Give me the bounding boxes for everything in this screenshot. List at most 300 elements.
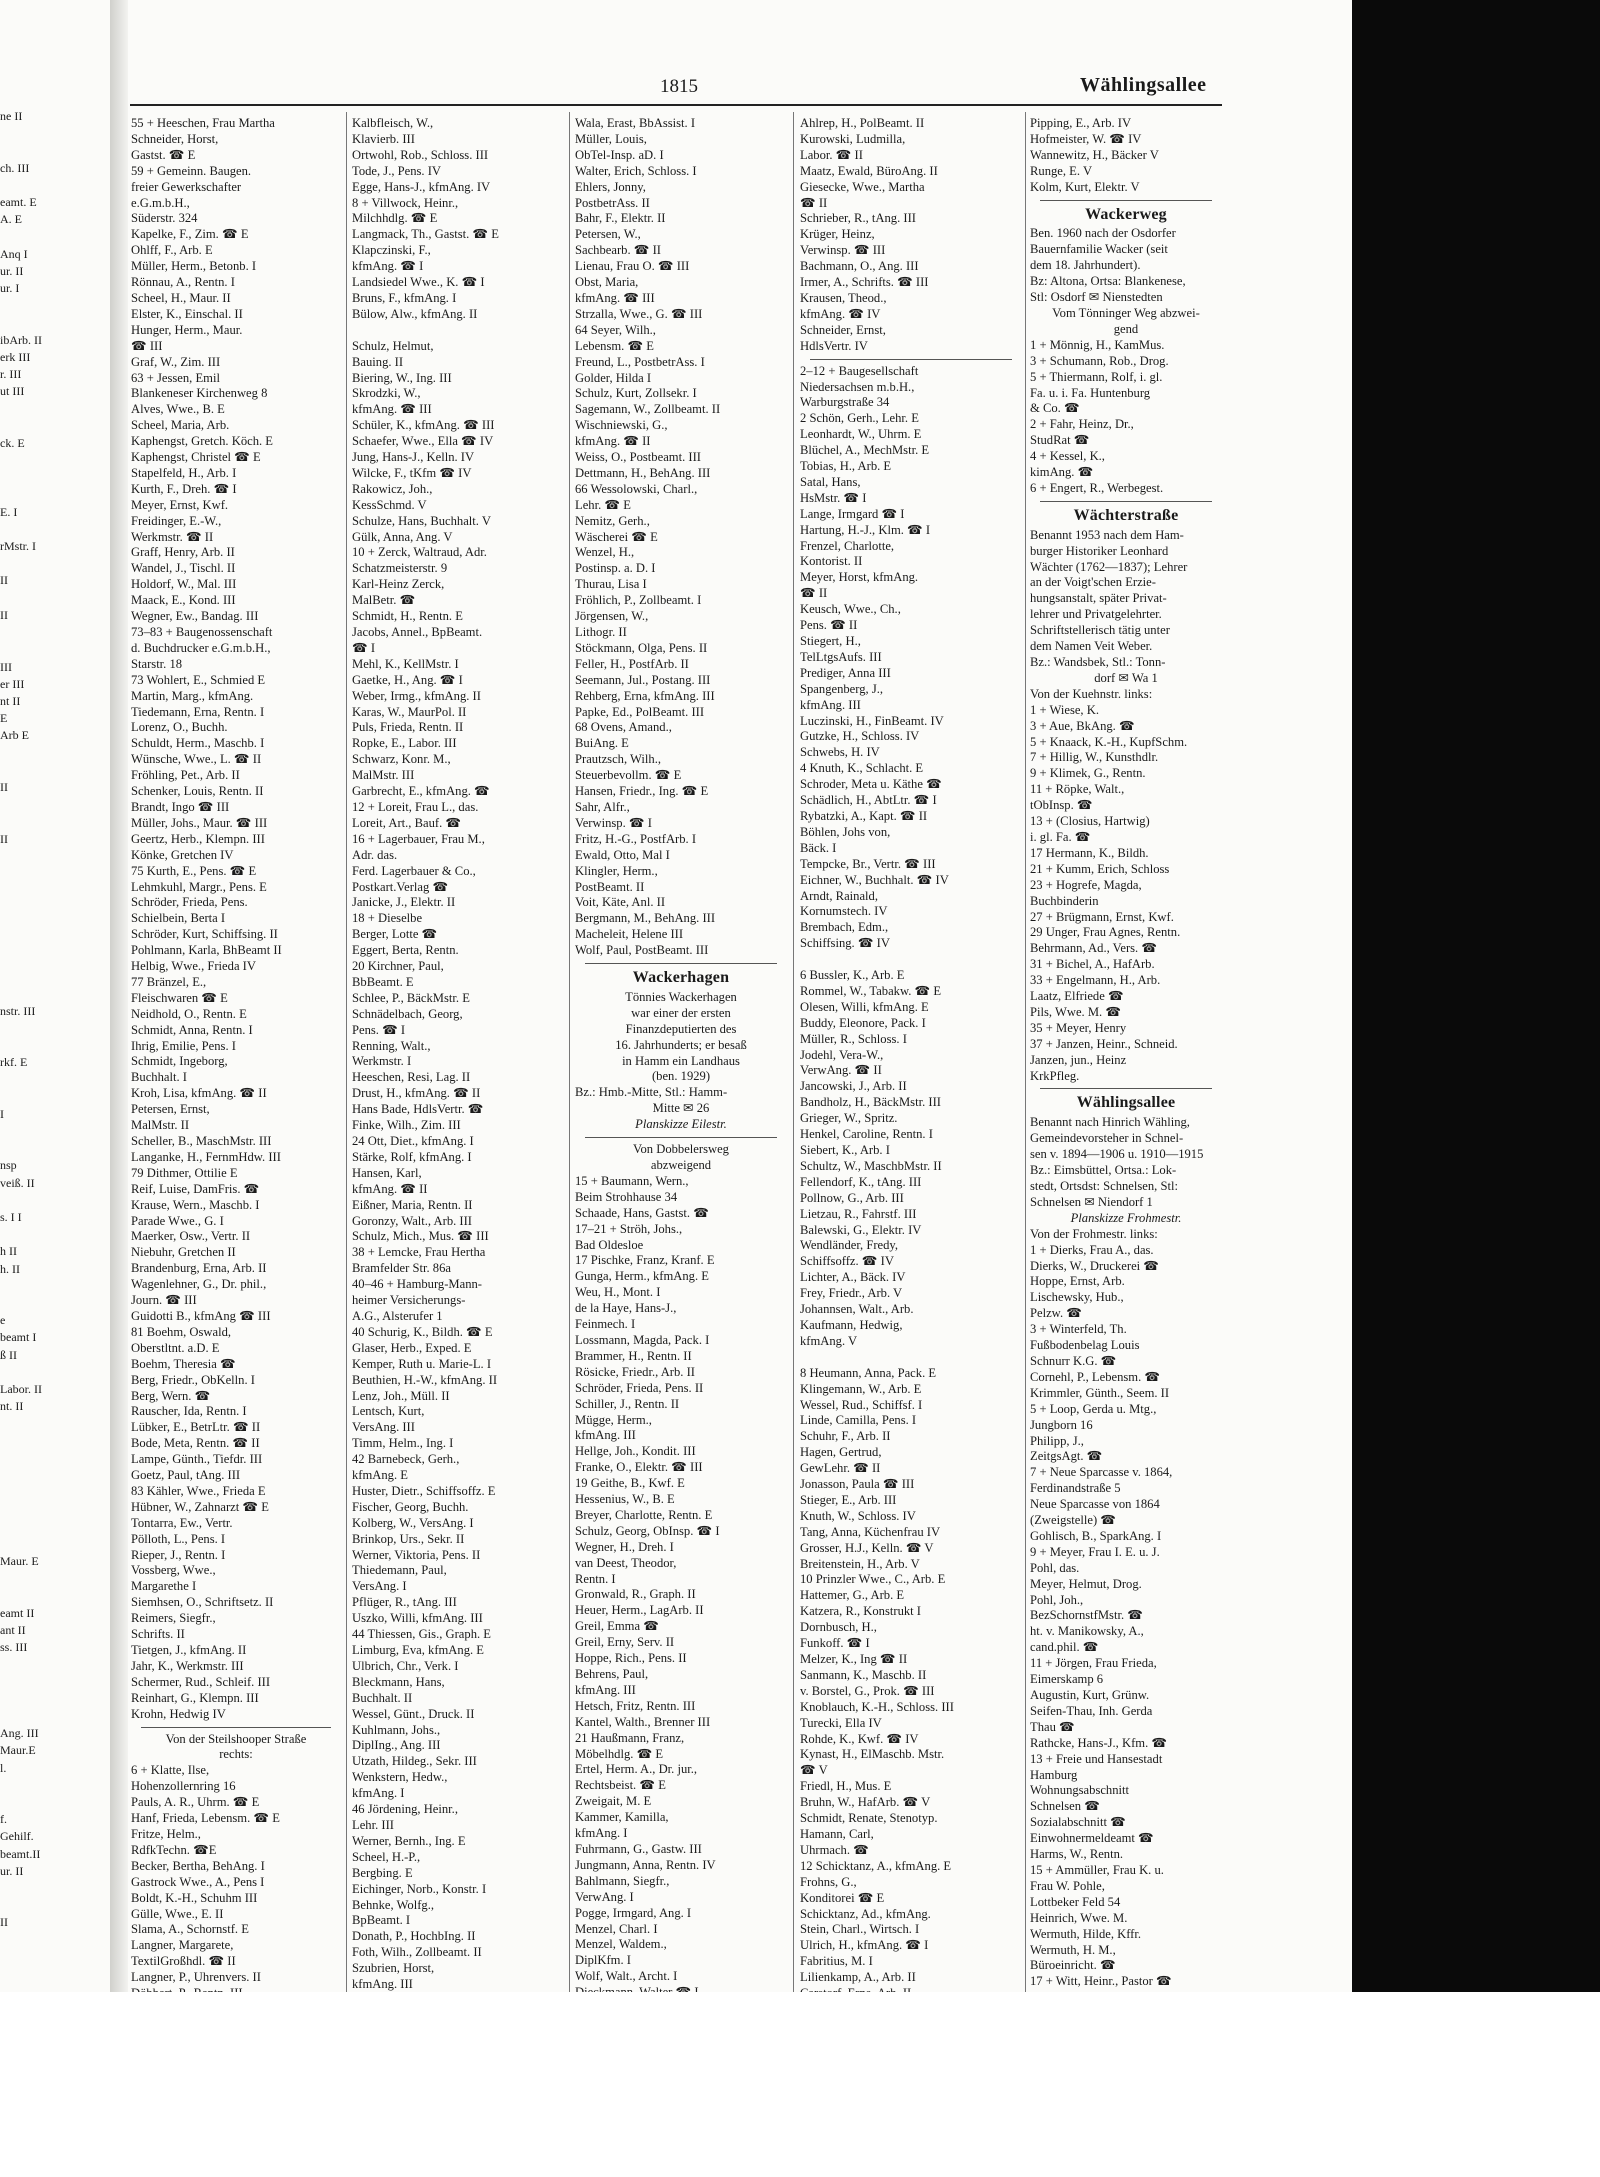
directory-entry: Stl: Osdorf ✉ Nienstedten xyxy=(1030,290,1163,305)
directory-entry: Janicke, J., Elektr. II xyxy=(352,895,456,910)
stub-line: Labor. II xyxy=(0,1382,42,1397)
directory-entry: Warburgstraße 34 xyxy=(800,395,890,410)
directory-entry: Dornbusch, H., xyxy=(800,1620,877,1635)
directory-entry: Bandholz, H., BäckMstr. III xyxy=(800,1095,941,1110)
directory-entry: Rönnau, A., Rentn. I xyxy=(131,275,235,290)
directory-entry: Wegner, H., Dreh. I xyxy=(575,1539,674,1554)
directory-entry: Hellge, Joh., Kondit. III xyxy=(575,1444,696,1459)
directory-entry: Kaufmann, Hedwig, xyxy=(800,1317,903,1332)
directory-entry: Wenzel, H., xyxy=(575,545,635,560)
directory-entry: 5 + Loop, Gerda u. Mtg., xyxy=(1030,1401,1157,1416)
directory-entry: 16. Jahrhunderts; er besaß xyxy=(615,1037,747,1052)
directory-entry: Dettmann, H., BehAng. III xyxy=(575,465,711,480)
directory-entry: Behrens, Paul, xyxy=(575,1667,649,1681)
directory-entry: Von Dobbelersweg xyxy=(633,1142,729,1157)
stub-line xyxy=(0,934,60,951)
directory-entry: 77 Bränzel, E., xyxy=(131,974,207,989)
directory-entry: Spangenberg, J., xyxy=(800,681,884,696)
directory-entry: Luczinski, H., FinBeamt. IV xyxy=(800,713,944,728)
directory-entry: 6 + Klatte, Ilse, xyxy=(131,1763,210,1778)
directory-entry: Meyer, Horst, kfmAng. xyxy=(800,570,919,585)
directory-entry: Bergmann, M., BehAng. III xyxy=(575,911,716,926)
directory-entry: Schmidt, Ingeborg, xyxy=(131,1054,228,1069)
directory-entry: Ehlers, Jonny, xyxy=(575,179,646,194)
directory-entry: VersAng. III xyxy=(352,1420,415,1435)
directory-entry: Scheel, H.-P., xyxy=(352,1849,421,1864)
directory-entry: Grosser, H.J., Kelln. ☎ V xyxy=(800,1540,934,1555)
directory-entry: kfmAng. I xyxy=(352,1786,405,1801)
directory-entry: Melzer, K., Ing ☎ II xyxy=(800,1652,908,1666)
directory-entry: Huster, Dietr., Schiffsoffz. E xyxy=(352,1483,496,1498)
stub-line xyxy=(0,314,60,331)
directory-entry: Harms, W., Rentn. xyxy=(1030,1847,1124,1862)
directory-entry: Keusch, Wwe., Ch., xyxy=(800,602,901,617)
directory-entry: Wohnungsabschnitt xyxy=(1030,1783,1130,1798)
directory-entry: BezSchornstfMstr. ☎ xyxy=(1030,1608,1143,1623)
directory-entry: Strzalla, Wwe., G. ☎ III xyxy=(575,306,703,321)
stub-line: II xyxy=(0,607,8,622)
directory-entry: Menzel, Waldem., xyxy=(575,1937,667,1952)
directory-entry: Kalbfleisch, W., xyxy=(352,116,434,130)
directory-entry: Fabritius, M. I xyxy=(800,1954,873,1969)
directory-entry: Pölloth, L., Pens. I xyxy=(131,1531,226,1546)
directory-entry: kfmAng. ☎ IV xyxy=(800,306,881,321)
stub-line: e xyxy=(0,1313,6,1328)
directory-entry: Kapelke, F., Zim. ☎ E xyxy=(131,227,249,242)
directory-entry: Bz.: Eimsbüttel, Ortsa.: Lok- xyxy=(1030,1163,1177,1178)
directory-entry: Einwohnermeldeamt ☎ xyxy=(1030,1831,1154,1846)
directory-entry: Pauls, A. R., Uhrm. ☎ E xyxy=(131,1795,260,1810)
directory-entry: Schiffsing. ☎ IV xyxy=(800,936,890,951)
stub-line xyxy=(0,882,60,899)
directory-entry: Rommel, W., Tabakw. ☎ E xyxy=(800,983,942,998)
directory-entry: Lampe, Günth., Tiefdr. III xyxy=(131,1452,263,1467)
stub-line: er III xyxy=(0,676,25,691)
directory-entry: Wünsche, Wwe., L. ☎ II xyxy=(131,752,262,767)
directory-entry: 2 + Fahr, Heinz, Dr., xyxy=(1030,417,1134,432)
directory-entry: Hattemer, G., Arb. E xyxy=(800,1588,905,1603)
directory-entry: Wannewitz, H., Bäcker V xyxy=(1030,147,1159,162)
directory-entry: Schroder, Meta u. Käthe ☎ xyxy=(800,777,942,792)
stub-line: Gehilf. xyxy=(0,1829,34,1844)
directory-entry: Schneider, Horst, xyxy=(131,131,219,146)
directory-entry: Graf, W., Zim. III xyxy=(131,354,221,369)
directory-entry: Schmidt, Renate, Stenotyp. xyxy=(800,1811,938,1826)
directory-entry: Turecki, Ella IV xyxy=(800,1715,882,1730)
directory-entry: Ertel, Herm. A., Dr. jur., xyxy=(575,1762,698,1777)
section-rule xyxy=(810,359,1012,360)
directory-entry: 59 + Gemeinn. Baugen. xyxy=(131,163,252,178)
directory-entry: Lentsch, Kurt, xyxy=(352,1404,425,1419)
directory-entry: Blüchel, A., MechMstr. E xyxy=(800,443,930,458)
directory-entry: Ulrich, H., kfmAng. ☎ I xyxy=(800,1938,929,1953)
directory-entry: Geertz, Herb., Klempn. III xyxy=(131,831,265,846)
directory-entry: 11 + Jörgen, Frau Frieda, xyxy=(1030,1656,1157,1671)
directory-entry: Lilienkamp, A., Arb. II xyxy=(800,1970,916,1985)
directory-entry: Adr. das. xyxy=(352,847,398,862)
directory-entry: Bz: Altona, Ortsa: Blankenese, xyxy=(1030,274,1186,289)
directory-entry: 9 + Klimek, G., Rentn. xyxy=(1030,766,1146,781)
directory-entry: Bz.: Hmb.-Mitte, Stl.: Hamm- xyxy=(575,1085,728,1100)
directory-entry: Wala, Erast, BbAssist. I xyxy=(575,116,696,130)
directory-entry: Fritz, H.-G., PostfArb. I xyxy=(575,831,697,846)
directory-entry: Steuerbevollm. ☎ E xyxy=(575,768,682,783)
directory-entry: kfmAng. ☎ II xyxy=(352,1181,428,1196)
stub-line xyxy=(0,1656,60,1673)
stub-line xyxy=(0,1037,60,1054)
directory-entry: Goronzy, Walt., Arb. III xyxy=(352,1213,472,1228)
directory-entry: Maatz, Ewald, BüroAng. II xyxy=(800,163,938,178)
directory-entry: Ewald, Otto, Mal I xyxy=(575,847,670,862)
directory-entry: Jancowski, J., Arb. II xyxy=(800,1079,907,1094)
directory-entry: Skrodzki, W., xyxy=(352,386,421,401)
directory-entry: Böhlen, Johs von, xyxy=(800,824,891,839)
directory-entry: BuiAng. E xyxy=(575,736,629,751)
directory-entry: Pohlmann, Karla, BhBeamt II xyxy=(131,943,282,958)
directory-entry: Von der Kuehnstr. links: xyxy=(1030,686,1153,701)
directory-entry: Lenz, Joh., Müll. II xyxy=(352,1388,450,1403)
stub-line xyxy=(0,1140,60,1157)
stub-line: ur. II xyxy=(0,1863,24,1878)
directory-entry: DiplKfm. I xyxy=(575,1953,631,1968)
directory-entry: Gülk, Anna, Ang. V xyxy=(352,529,453,544)
directory-entry: Knuth, W., Schloss. IV xyxy=(800,1508,916,1523)
directory-entry: Langner, P., Uhrenvers. II xyxy=(131,1970,261,1985)
stub-line: r. III xyxy=(0,367,22,382)
directory-entry: MalBetr. ☎ xyxy=(352,593,416,608)
directory-entry: 12 Schicktanz, A., kfmAng. E xyxy=(800,1858,952,1873)
directory-entry: Thurau, Lisa I xyxy=(575,577,647,592)
directory-entry: Wagenlehner, G., Dr. phil., xyxy=(131,1277,267,1292)
directory-entry: Kammer, Kamilla, xyxy=(575,1810,669,1825)
directory-entry: Foth, Wilh., Zollbeamt. II xyxy=(352,1945,482,1960)
directory-entry: Golder, Hilda I xyxy=(575,370,652,385)
directory-entry: TelLtgsAufs. III xyxy=(800,649,882,664)
directory-entry: Bz.: Wandsbek, Stl.: Tonn- xyxy=(1030,655,1166,669)
directory-entry: 3 + Schumann, Rob., Drog. xyxy=(1030,353,1169,368)
directory-entry: Blankeneser Kirchenweg 8 xyxy=(131,386,268,401)
directory-entry: Loreit, Art., Bauf. ☎ xyxy=(352,815,462,830)
directory-entry: 24 Ott, Diet., kfmAng. I xyxy=(352,1134,474,1148)
directory-entry: 18 + Dieselbe xyxy=(352,911,423,926)
directory-entry: cand.phil. ☎ xyxy=(1030,1640,1099,1655)
directory-entry: Heuer, Herm., LagArb. II xyxy=(575,1603,704,1618)
directory-entry: Heinrich, Wwe. M. xyxy=(1030,1910,1128,1925)
directory-entry: kfmAng. ☎ III xyxy=(352,402,432,417)
directory-entry: an der Voigt'schen Erzie- xyxy=(1030,575,1156,590)
directory-entry: Tönnies Wackerhagen xyxy=(625,989,737,1004)
directory-entry: kfmAng. III xyxy=(800,697,861,712)
directory-entry: kfmAng. III xyxy=(575,1682,636,1697)
directory-entry: freier Gewerkschafter xyxy=(131,179,242,194)
directory-entry: Parade Wwe., G. I xyxy=(131,1213,224,1228)
directory-entry: 6 Bussler, K., Arb. E xyxy=(800,968,905,983)
directory-entry: Tode, J., Pens. IV xyxy=(352,163,442,178)
directory-entry: 21 + Kumm, Erich, Schloss xyxy=(1030,861,1170,876)
directory-entry: 35 + Meyer, Henry xyxy=(1030,1020,1127,1035)
directory-entry: Drust, H., kfmAng. ☎ II xyxy=(352,1086,481,1101)
directory-entry: Fleischwaren ☎ E xyxy=(131,990,228,1005)
stub-line: Ang. III xyxy=(0,1726,39,1741)
directory-entry: Siemhsen, O., Schriftsetz. II xyxy=(131,1595,274,1610)
directory-entry: Bäck. I xyxy=(800,840,837,855)
directory-entry: Rentn. I xyxy=(575,1571,616,1586)
directory-entry: Elster, K., Einschal. II xyxy=(131,306,243,321)
directory-entry: 42 Barnebeck, Gerh., xyxy=(352,1452,460,1467)
stub-line: ur. I xyxy=(0,281,20,296)
stub-line xyxy=(0,1587,60,1604)
directory-entry: Rybatzki, A., Kapt. ☎ II xyxy=(800,808,928,823)
directory-entry: Kantel, Walth., Brenner III xyxy=(575,1714,711,1729)
directory-entry: Ferd. Lagerbauer & Co., xyxy=(352,863,476,878)
directory-entry: kfmAng. ☎ III xyxy=(575,290,655,305)
directory-entry: Bauing. II xyxy=(352,354,404,369)
directory-entry: Lange, Irmgard ☎ I xyxy=(800,506,905,521)
directory-entry: Feller, H., PostfArb. II xyxy=(575,656,689,671)
directory-entry: Olesen, Willi, kfmAng. E xyxy=(800,999,929,1014)
directory-entry: Lossmann, Magda, Pack. I xyxy=(575,1332,710,1347)
directory-entry: Stein, Charl., Wirtsch. I xyxy=(800,1922,920,1937)
stub-line: nt II xyxy=(0,693,21,708)
stub-line: ss. III xyxy=(0,1640,28,1655)
directory-entry: Lehr. ☎ E xyxy=(575,497,631,512)
stub-line xyxy=(0,762,60,779)
directory-entry: Stiegert, H., xyxy=(800,634,861,648)
directory-entry: Berg, Friedr., ObKelln. I xyxy=(131,1372,255,1387)
directory-entry: Niedersachsen m.b.H., xyxy=(800,379,915,394)
directory-entry: Pflüger, R., tAng. III xyxy=(352,1595,457,1610)
directory-entry: Gemeindevorsteher in Schnel- xyxy=(1030,1131,1184,1146)
directory-entry: Laatz, Elfriede ☎ xyxy=(1030,989,1124,1004)
directory-entry: Niebuhr, Gretchen II xyxy=(131,1245,236,1260)
directory-entry: Augustin, Kurt, Grünw. xyxy=(1030,1688,1150,1702)
stub-line: l. xyxy=(0,1760,7,1775)
directory-entry: Lienau, Frau O. ☎ III xyxy=(575,259,690,274)
directory-entry: Rieper, J., Rentn. I xyxy=(131,1547,226,1562)
directory-entry: Wolf, Walt., Archt. I xyxy=(575,1969,678,1984)
stub-line xyxy=(0,968,60,985)
stub-line: eamt. E xyxy=(0,195,37,210)
directory-entry: Henkel, Caroline, Rentn. I xyxy=(800,1127,933,1142)
directory-entry: 1 + Dierks, Frau A., das. xyxy=(1030,1242,1154,1257)
directory-entry: 9 + Meyer, Frau I. E. u. J. xyxy=(1030,1544,1160,1559)
directory-entry: Weber, Irmg., kfmAng. II xyxy=(352,688,481,703)
directory-entry: Gronwald, R., Graph. II xyxy=(575,1587,696,1602)
directory-entry: Bruhn, W., HafArb. ☎ V xyxy=(800,1795,931,1810)
directory-entry: Klingler, Herm., xyxy=(575,863,658,878)
stub-line xyxy=(0,1777,60,1794)
stub-line xyxy=(0,951,60,968)
directory-entry: Bülow, Alw., kfmAng. II xyxy=(352,306,478,321)
stub-line: nt. II xyxy=(0,1399,24,1414)
directory-entry: Krausen, Theod., xyxy=(800,290,887,305)
directory-entry: Pogge, Irmgard, Ang. I xyxy=(575,1905,692,1920)
stub-line xyxy=(0,641,60,658)
directory-entry: Egge, Hans-J., kfmAng. IV xyxy=(352,179,491,194)
directory-entry: Kolm, Kurt, Elektr. V xyxy=(1030,179,1140,194)
directory-entry: Schermer, Rud., Schleif. III xyxy=(131,1674,271,1689)
directory-entry: Rehberg, Erna, kfmAng. III xyxy=(575,688,715,703)
directory-column-2 xyxy=(352,116,565,2120)
directory-entry: Fröhling, Pet., Arb. II xyxy=(131,768,240,783)
stub-line xyxy=(0,1123,60,1140)
directory-entry: Vom Tönninger Weg abzwei- xyxy=(1052,305,1200,320)
directory-column-3 xyxy=(575,116,787,2065)
directory-entry: 17 Hermann, K., Bildh. xyxy=(1030,845,1149,860)
stub-line: f. xyxy=(0,1812,7,1827)
directory-entry: BpBeamt. I xyxy=(352,1913,411,1928)
directory-entry: 6 + Engert, R., Werbegest. xyxy=(1030,480,1164,495)
directory-entry: ht. v. Manikowsky, A., xyxy=(1030,1624,1144,1639)
directory-entry: Guidotti B., kfmAng ☎ III xyxy=(131,1308,271,1323)
directory-entry: Tobias, H., Arb. E xyxy=(800,459,892,474)
directory-entry: Schulz, Georg, ObInsp. ☎ I xyxy=(575,1523,720,1538)
stub-line: E xyxy=(0,711,8,726)
stub-line: veiß. II xyxy=(0,1175,35,1190)
directory-entry: Ferdinandstraße 5 xyxy=(1030,1481,1121,1496)
directory-entry: KrkPfleg. xyxy=(1030,1068,1080,1083)
directory-entry: Schnurr K.G. ☎ xyxy=(1030,1353,1117,1368)
directory-entry: Greil, Erny, Serv. II xyxy=(575,1635,675,1650)
directory-entry: 64 Seyer, Wilh., xyxy=(575,322,656,337)
directory-entry: Postinsp. a. D. I xyxy=(575,561,656,576)
previous-page-stub xyxy=(0,108,60,1932)
directory-entry: e.G.m.b.H., xyxy=(131,195,190,210)
stub-line xyxy=(0,813,60,830)
directory-entry: Klingemann, W., Arb. E xyxy=(800,1381,922,1396)
directory-entry: Von der Steilshooper Straße xyxy=(165,1731,307,1746)
directory-entry: Friedl, H., Mus. E xyxy=(800,1779,892,1794)
directory-entry: Karas, W., MaurPol. II xyxy=(352,704,467,719)
directory-entry: Schüler, K., kfmAng. ☎ III xyxy=(352,418,495,433)
stub-line: rMstr. I xyxy=(0,539,36,554)
directory-entry: Donath, P., HochbIng. II xyxy=(352,1929,476,1944)
directory-entry: PostbetrAss. II xyxy=(575,195,650,210)
directory-entry: Scheel, H., Maur. II xyxy=(131,290,231,305)
directory-entry: Philipp, J., xyxy=(1030,1433,1084,1448)
directory-entry: Hans Bade, HdlsVertr. ☎ xyxy=(352,1102,484,1117)
directory-entry: Rösicke, Friedr., Arb. II xyxy=(575,1364,695,1379)
directory-entry: Uszko, Willi, kfmAng. III xyxy=(352,1611,483,1626)
directory-entry: Werkmstr. I xyxy=(352,1054,412,1069)
directory-entry: Vossberg, Wwe., xyxy=(131,1563,216,1578)
directory-entry: Kurth, F., Dreh. ☎ I xyxy=(131,481,237,496)
directory-entry: Lehmkuhl, Margr., Pens. E xyxy=(131,879,267,894)
stub-line xyxy=(0,125,60,142)
directory-entry: PostBeamt. II xyxy=(575,879,645,894)
directory-entry: 2 Schön, Gerh., Lehr. E xyxy=(800,411,919,426)
stub-line xyxy=(0,1519,60,1536)
directory-entry: Biering, W., Ing. III xyxy=(352,370,452,385)
stub-line xyxy=(0,521,60,538)
directory-entry: Müller, Louis, xyxy=(575,131,647,146)
stub-line: erk III xyxy=(0,349,31,364)
directory-entry: Lottbeker Feld 54 xyxy=(1030,1894,1121,1909)
directory-entry: Reimers, Siegfr., xyxy=(131,1611,216,1626)
directory-entry: Schnelsen ✉ Niendorf 1 xyxy=(1030,1194,1153,1209)
directory-entry: kfmAng. III xyxy=(352,1977,413,1992)
directory-entry: 40–46 + Hamburg-Mann- xyxy=(352,1277,482,1292)
directory-entry: 3 + Aue, BkAng. ☎ xyxy=(1030,718,1135,733)
directory-entry: 13 + (Closius, Hartwig) xyxy=(1030,814,1150,829)
stub-line xyxy=(0,848,60,865)
directory-entry: Schröder, Kurt, Schiffsing. II xyxy=(131,927,278,942)
directory-entry: Krimmler, Günth., Seem. II xyxy=(1030,1385,1170,1400)
directory-entry: Zweigait, M. E xyxy=(575,1794,652,1809)
directory-entry: Kurowski, Ludmilla, xyxy=(800,131,906,146)
directory-entry: Rakowicz, Joh., xyxy=(352,481,433,496)
directory-entry: Eichner, W., Buchhalt. ☎ IV xyxy=(800,872,949,887)
directory-entry: kimAng. ☎ xyxy=(1030,465,1094,480)
directory-entry: Papke, Ed., PolBeamt. III xyxy=(575,704,705,719)
stub-line xyxy=(0,1691,60,1708)
directory-entry: Fritze, Helm., xyxy=(131,1826,201,1841)
directory-entry: Walter, Erich, Schloss. I xyxy=(575,163,697,178)
directory-entry: TextilGroßhdl. ☎ II xyxy=(131,1954,236,1969)
directory-column-1 xyxy=(131,116,341,2050)
stub-line: nsp xyxy=(0,1158,17,1173)
directory-entry: 12 + Loreit, Frau L., das. xyxy=(352,799,479,814)
directory-entry: 17–21 + Ströh, Johs., xyxy=(575,1221,683,1236)
directory-entry: Katzera, R., Konstrukt I xyxy=(800,1604,922,1619)
directory-entry: Süderstr. 324 xyxy=(131,211,198,226)
stub-line: A. E xyxy=(0,212,22,227)
directory-entry: Schatzmeisterstr. 9 xyxy=(352,561,448,576)
directory-entry: HsMstr. ☎ I xyxy=(800,490,867,505)
directory-entry: Fußbodenbelag Louis xyxy=(1030,1338,1140,1353)
directory-entry: Tontarra, Ew., Vertr. xyxy=(131,1515,233,1530)
directory-entry: 75 Kurth, E., Pens. ☎ E xyxy=(131,863,257,878)
stub-line xyxy=(0,1415,60,1432)
directory-entry: Satal, Hans, xyxy=(800,474,861,489)
stub-line xyxy=(0,985,60,1002)
directory-entry: StudRat ☎ xyxy=(1030,433,1090,448)
street-heading: Wählingsallee xyxy=(1076,1094,1176,1112)
section-rule xyxy=(1040,1088,1212,1089)
directory-entry: stedt, Ortsdst: Schnelsen, Stl: xyxy=(1030,1179,1178,1193)
stub-line: II xyxy=(0,573,8,588)
directory-entry: Ahlrep, H., PolBeamt. II xyxy=(800,116,925,130)
directory-entry: Holdorf, W., Mal. III xyxy=(131,577,237,592)
directory-entry: Graff, Henry, Arb. II xyxy=(131,545,235,560)
directory-entry: Schlee, P., BäckMstr. E xyxy=(352,990,470,1005)
directory-entry: Szubrien, Horst, xyxy=(352,1961,435,1976)
directory-entry: Tiedemann, Erna, Rentn. I xyxy=(131,704,265,719)
directory-entry: Uhrmach. ☎ xyxy=(800,1842,869,1857)
directory-entry: Pils, Wwe. M. ☎ xyxy=(1030,1004,1122,1019)
directory-entry xyxy=(352,323,565,339)
stub-line xyxy=(0,1897,60,1914)
directory-entry: Mehl, K., KellMstr. I xyxy=(352,656,459,671)
directory-entry: Wolf, Paul, PostBeamt. III xyxy=(575,943,709,958)
directory-entry: Pipping, E., Arb. IV xyxy=(1030,116,1132,130)
directory-entry: Wischniewski, G., xyxy=(575,418,668,433)
directory-entry: Stapelfeld, H., Arb. I xyxy=(131,465,237,480)
directory-entry: hungsanstalt, später Privat- xyxy=(1030,591,1167,606)
directory-entry: Ohlff, F., Arb. E xyxy=(131,243,213,258)
directory-entry: Schmidt, Anna, Rentn. I xyxy=(131,1022,253,1037)
directory-entry: Jahr, K., Werkmstr. III xyxy=(131,1658,244,1673)
stub-line: ß II xyxy=(0,1347,17,1362)
directory-entry: Cornehl, P., Lebensm. ☎ xyxy=(1030,1369,1161,1384)
directory-entry: Schuldt, Herm., Maschb. I xyxy=(131,736,265,751)
directory-entry: Lietzau, R., Fahrstf. III xyxy=(800,1206,917,1221)
directory-entry: Neidhold, O., Rentn. E xyxy=(131,1006,247,1021)
directory-entry: 17 + Witt, Heinr., Pastor ☎ xyxy=(1030,1974,1172,1989)
directory-entry: Schaade, Hans, Gastst. ☎ xyxy=(575,1205,709,1220)
directory-entry: ☎ III xyxy=(131,338,163,353)
stub-line xyxy=(0,486,60,503)
